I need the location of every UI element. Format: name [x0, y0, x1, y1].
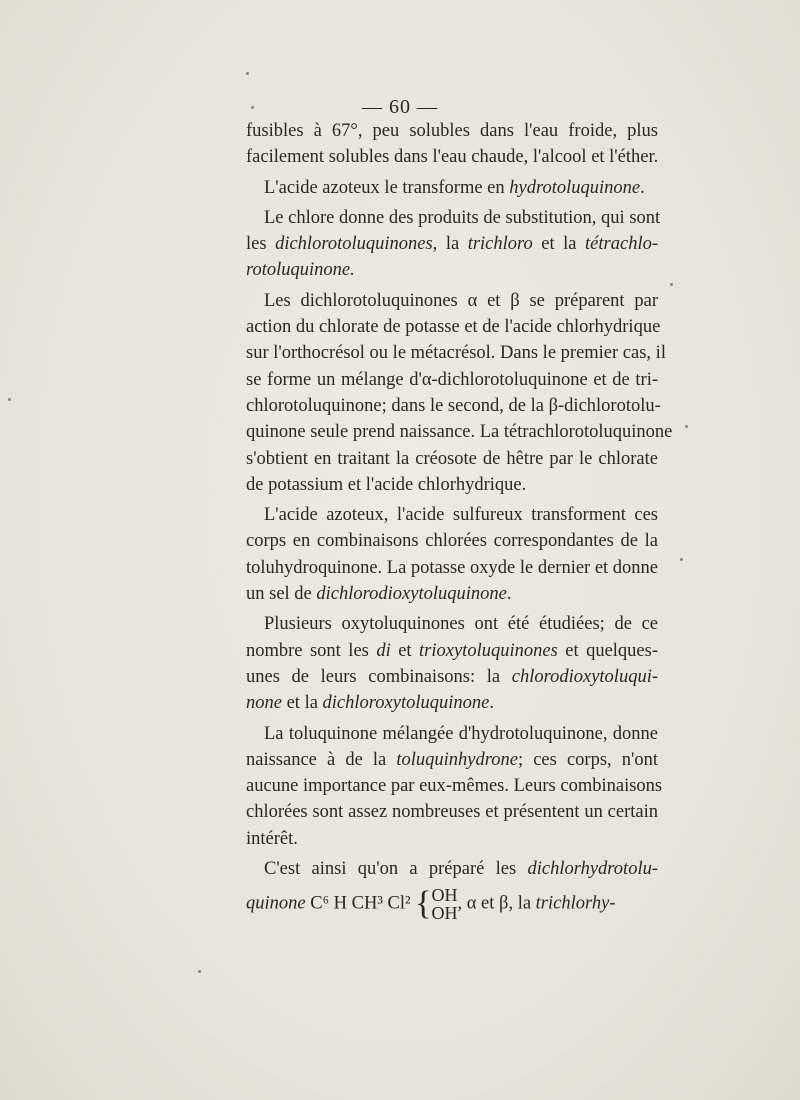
paragraph-6 [246, 611, 658, 716]
text-line: unes de leurs combinaisons: la chlorodioxytoluqui- [246, 666, 658, 687]
hydroxyl-stack: OH OH [431, 885, 458, 924]
paper-speck [246, 72, 249, 75]
paragraph-2 [246, 175, 658, 201]
text-line: facilement solubles dans l'eau chaude, l'alcool et l'éther. [246, 147, 659, 168]
paper-speck [251, 106, 254, 109]
brace-symbol: { [415, 885, 432, 923]
page-number: — 60 — [362, 96, 438, 118]
text-line: fusibles à 67°, peu solubles dans l'eau froide, plus [246, 121, 658, 141]
text-line: chlorées sont assez nombreuses et présentent un certain [246, 802, 658, 823]
text-line: sur l'orthocrésol ou le métacrésol. Dans le premier cas, il [246, 343, 666, 364]
text-line: none et la dichloroxytoluquinone. [246, 693, 494, 714]
text-line: La toluquinone mélangée d'hydrotoluquinone, donne [264, 723, 658, 744]
text-line: action du chlorate de potasse et de l'acide chlorhydrique [246, 317, 661, 338]
text-line: un sel de dichlorodioxytoluquinone. [246, 584, 512, 605]
paragraph-8 [246, 856, 658, 922]
text-line: les dichlorotoluquinones, la trichloro et la tétrachlo- [246, 234, 658, 255]
text-line: Plusieurs oxytoluquinones ont été étudiées; de ce [264, 614, 658, 635]
page-body [246, 118, 673, 926]
paragraph-7 [246, 721, 663, 852]
paper-speck [685, 425, 688, 428]
paper-speck [680, 558, 683, 561]
formula-line: quinone C⁶ H CH³ Cl² {OH OH, α et β, la trichlorhy- [246, 885, 616, 924]
paper-speck [8, 398, 11, 401]
term-hydrotoluquinone: hydrotoluquinone [509, 177, 641, 198]
text-line: L'acide azoteux, l'acide sulfureux transforment ces [264, 505, 658, 526]
paragraph-5 [246, 502, 658, 607]
paragraph-4 [246, 288, 673, 498]
text-line: nombre sont les di et trioxytoluquinones et quelques- [246, 640, 658, 661]
text-line: rotoluquinone. [246, 260, 355, 281]
text-line: corps en combinaisons chlorées correspondantes de la [246, 531, 658, 552]
paragraph-3 [246, 205, 661, 284]
text-line: Les dichlorotoluquinones α et β se préparent par [264, 290, 658, 311]
text-line: intérêt. [246, 828, 298, 849]
text-line: chlorotoluquinone; dans le second, de la β-dichlorotolu- [246, 395, 661, 416]
text-line: Le chlore donne des produits de substitution, qui sont [264, 207, 661, 228]
paper-speck [670, 283, 673, 286]
text-line: naissance à de la toluquinhydrone; ces corps, n'ont [246, 749, 658, 770]
paper-speck [198, 970, 201, 973]
text-line: aucune importance par eux-mêmes. Leurs combinaisons [246, 776, 663, 797]
text-line: s'obtient en traitant la créosote de hêtre par le chlorate [246, 448, 658, 469]
paragraph-1 [246, 118, 658, 171]
text-line: C'est ainsi qu'on a préparé les dichlorhydrotolu- [264, 859, 658, 880]
text-line: quinone seule prend naissance. La tétrachlorotoluquinone [246, 422, 673, 443]
text-line: L'acide azoteux le transforme en hydrotoluquinone. [264, 177, 645, 198]
text-line: toluhydroquinone. La potasse oxyde le dernier et donne [246, 557, 659, 578]
text-line: de potassium et l'acide chlorhydrique. [246, 474, 527, 495]
text-line: se forme un mélange d'α-dichlorotoluquinone et de tri- [246, 369, 658, 390]
